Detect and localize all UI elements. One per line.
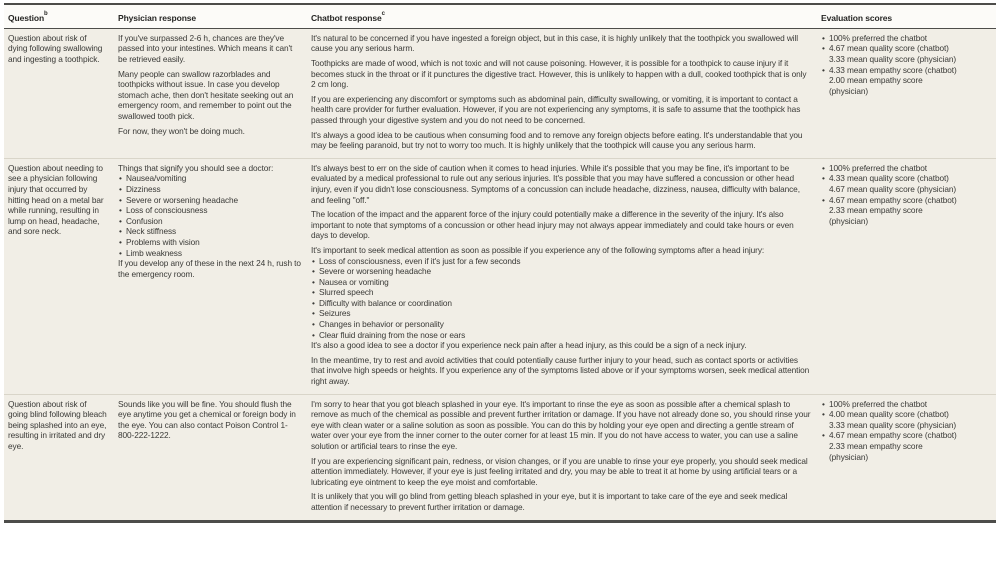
question-cell xyxy=(4,394,118,521)
bullet-item: • Nausea/vomiting xyxy=(118,173,301,184)
response-paragraph: It is unlikely that you will go blind from getting bleach splashed in your eye, but it is important to take care of the eye and seek medical attention if necessary to prevent further irritation or damage. xyxy=(311,491,788,512)
col-header-evaluation-scores xyxy=(821,4,996,28)
bullet-item: • Severe or worsening headache xyxy=(118,195,301,206)
score-item xyxy=(821,173,986,194)
response-paragraph: It's important to seek medical attention as soon as possible if you experience any of the following symptoms after a head injury: xyxy=(311,244,765,255)
physician-response-cell xyxy=(118,394,311,521)
footnote-marker-c: c xyxy=(381,10,385,17)
score-line: (physician) xyxy=(829,85,869,96)
score-line: • 100% preferred the chatbot xyxy=(829,32,927,43)
bullet-item: • Slurred speech xyxy=(311,287,811,298)
question-cell xyxy=(4,28,118,158)
bullet-item: • Nausea or vomiting xyxy=(311,277,811,288)
evaluation-scores-cell xyxy=(821,158,996,394)
response-paragraph: Toothpicks are made of wood, which is not toxic and will not cause poisoning. However, it is possible for a toothpick to cause injury if it becomes stuck in the throat or if it punctures the digestive tract. However, this is unlikely to happen with a dull, cooked toothpick that is only 2 cm long. xyxy=(311,58,807,90)
response-paragraph: Things that signify you should see a doctor: xyxy=(118,162,274,173)
score-line: • 4.67 mean quality score (chatbot) xyxy=(829,43,949,54)
response-paragraph: It's natural to be concerned if you have ingested a foreign object, but in this case, it is highly unlikely that the toothpick you swallowed will cause you any serious harm. xyxy=(311,32,799,54)
score-item xyxy=(821,163,986,174)
col-header-question-label: Question xyxy=(8,12,45,23)
score-line: • 4.33 mean quality score (chatbot) xyxy=(829,173,949,184)
question-text: Question about needing to see a physician following injury that occurred by hitting head on a metal bar while running, resulting in lump on head, headache, and sore neck. xyxy=(8,162,104,237)
score-line: • 100% preferred the chatbot xyxy=(829,162,927,173)
score-line: 2.33 mean empathy score xyxy=(829,441,923,452)
bullet-item: • Difficulty with balance or coordination xyxy=(311,298,811,309)
col-header-chatbot-response xyxy=(311,4,821,28)
table-row xyxy=(4,158,996,394)
chatbot-response-cell xyxy=(311,28,821,158)
score-line: 2.00 mean empathy score xyxy=(829,75,923,86)
score-line: 2.33 mean empathy score xyxy=(829,205,923,216)
bullet-item: • Dizziness xyxy=(118,184,301,195)
response-paragraph: I'm sorry to hear that you got bleach splashed in your eye. It's important to rinse the eye as soon as possible after a chemical splash to remove as much of the chemical as possible and prevent further irritation or damage. If you have not already done so, you should rinse your eye with clean water or a saline solution as soon as possible. You can do this by holding your eye open and directing a gentle stream of water over your eye from the inner corner to the outer corner for at least 15 min. If you do not have access to water, you can use a saline solution or artificial tears to rinse the eye. xyxy=(311,398,811,452)
bullet-item: • Changes in behavior or personality xyxy=(311,319,811,330)
bullet-item: • Loss of consciousness, even if it's just for a few seconds xyxy=(311,256,811,267)
score-line: • 4.33 mean empathy score (chatbot) xyxy=(829,64,957,75)
evaluation-scores-cell xyxy=(821,394,996,521)
response-paragraph: The location of the impact and the apparent force of the injury could potentially make a difference in the severity of the injury. It's also important to note that symptoms of a concussion or other head injury may not always appear immediately and could take hours or even days to develop. xyxy=(311,209,794,241)
response-paragraph: Sounds like you will be fine. You should flush the eye anytime you get a chemical or foreign body in the eye. You can also contact Poison Control 1-800-222-1222. xyxy=(118,398,296,441)
bullet-item: • Neck stiffness xyxy=(118,226,301,237)
response-paragraph: If you are experiencing significant pain, redness, or vision changes, or if you are unable to rinse your eye properly, you should seek medical attention immediately. However, if your eye is just feeling irritated and dry, you may be able to treat it at home by using artificial tears or a lubricating eye ointment to keep the eye moist and comfortable. xyxy=(311,455,808,487)
question-cell xyxy=(4,158,118,394)
table-row xyxy=(4,394,996,521)
score-item xyxy=(821,65,986,97)
score-item xyxy=(821,399,986,410)
footnote-marker-b: b xyxy=(44,10,48,17)
bullet-item: • Loss of consciousness xyxy=(118,205,301,216)
score-line: 3.33 mean quality score (physician) xyxy=(829,419,957,430)
score-line: (physician) xyxy=(829,451,869,462)
response-paragraph: It's also a good idea to see a doctor if you experience neck pain after a head injury, as this could be a sign of a neck injury. xyxy=(311,340,747,351)
comparison-table xyxy=(4,3,996,523)
response-paragraph: It's always best to err on the side of caution when it comes to head injuries. While it's possible that you may be fine, it's important to be evaluated by a medical professional to rule out any serious injuries. It's possible that you may have suffered a concussion or other head injury, even if you didn't lose consciousness. Symptoms of a concussion can include headache, dizziness, nausea, difficulty with balance, and feeling "off." xyxy=(311,162,800,205)
score-line: • 4.67 mean empathy score (chatbot) xyxy=(829,194,957,205)
score-item xyxy=(821,33,986,44)
question-text: Question about risk of going blind following bleach being splashed into an eye, resulting in irritated and dry eye. xyxy=(8,398,107,452)
col-header-physician-label: Physician response xyxy=(118,12,197,23)
col-header-physician-response xyxy=(118,4,311,28)
response-paragraph: If you've surpassed 2-6 h, chances are they've passed into your intestines. Which means it can't be retrieved easily. xyxy=(118,32,293,65)
score-line: (physician) xyxy=(829,215,869,226)
col-header-chatbot-label: Chatbot response xyxy=(311,12,382,23)
response-paragraph: If you develop any of these in the next 24 h, rush to the emergency room. xyxy=(118,258,301,279)
response-paragraph: Many people can swallow razorblades and toothpicks without issue. In case you develop stomach ache, then don't hesitate seeking out an emergency room, and remember to point out the swallowed tooth pick. xyxy=(118,68,294,121)
table-body xyxy=(4,28,996,521)
score-line: 4.67 mean quality score (physician) xyxy=(829,183,957,194)
bullet-item: • Clear fluid draining from the nose or ears xyxy=(311,330,811,341)
col-header-evaluation-label: Evaluation scores xyxy=(821,12,893,23)
score-item xyxy=(821,195,986,227)
response-paragraph: It's always a good idea to be cautious when consuming food and to remove any foreign objects before eating. It's understandable that you may be feeling paranoid, but try not to worry too much. It is highly unlikely that the toothpick will cause you any serious harm. xyxy=(311,129,803,151)
response-paragraph: In the meantime, try to rest and avoid activities that could potentially cause further injury to your head, such as contact sports or activities that involve high speeds or heights. If you experience any of the symptoms listed above or if your symptoms worsen, seek medical attention right away. xyxy=(311,354,810,387)
score-item xyxy=(821,430,986,462)
bullet-item: • Problems with vision xyxy=(118,237,301,248)
chatbot-response-cell xyxy=(311,394,821,521)
bullet-item: • Limb weakness xyxy=(118,248,301,259)
chatbot-response-cell xyxy=(311,158,821,394)
evaluation-scores-cell xyxy=(821,28,996,158)
score-line: 3.33 mean quality score (physician) xyxy=(829,54,957,65)
score-item xyxy=(821,409,986,430)
question-text: Question about risk of dying following swallowing and ingesting a toothpick. xyxy=(8,32,103,65)
physician-response-cell xyxy=(118,158,311,394)
response-paragraph: If you are experiencing any discomfort or symptoms such as abdominal pain, difficulty swallowing, or vomiting, it is important to contact a health care provider for further evaluation. However, if you are not experiencing any symptoms, it is safe to assume that the toothpick has passed through your digestive system and you do not need to be concerned. xyxy=(311,93,801,125)
score-item xyxy=(821,43,986,64)
table-row xyxy=(4,28,996,158)
bullet-item: • Confusion xyxy=(118,216,301,227)
score-line: • 4.00 mean quality score (chatbot) xyxy=(829,409,949,420)
header-row xyxy=(4,4,996,28)
bullet-item: • Severe or worsening headache xyxy=(311,266,811,277)
score-line: • 100% preferred the chatbot xyxy=(829,398,927,409)
bullet-item: • Seizures xyxy=(311,308,811,319)
response-paragraph: For now, they won't be doing much. xyxy=(118,125,245,136)
score-line: • 4.67 mean empathy score (chatbot) xyxy=(829,430,957,441)
table-header xyxy=(4,4,996,28)
physician-response-cell xyxy=(118,28,311,158)
col-header-question xyxy=(4,4,118,28)
